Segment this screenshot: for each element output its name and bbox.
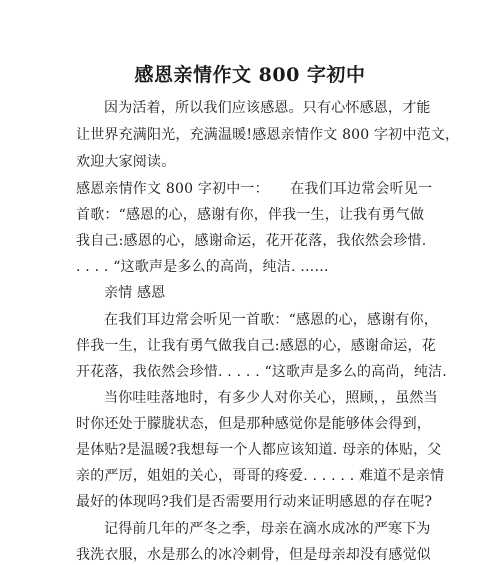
paragraph-line: 亲的严厉，姐姐的关心，哥哥的疼爱. . . . . . 难道不是亲情: [76, 468, 445, 484]
paragraph-line: 我洗衣服，水是那么的冰冷刺骨，但是母亲却没有感觉似: [76, 547, 431, 563]
paragraph-line: 时你还处于朦胧状态，但是那种感觉你是能够体会得到，: [76, 416, 431, 432]
paragraph-line: . . . . “这歌声是多么的高尚，纯洁. ……: [76, 259, 329, 275]
paragraph-line: 在我们耳边常会听见一首歌：“感恩的心，感谢有你，: [104, 312, 438, 328]
paragraph-line: 记得前几年的严冬之季，母亲在滴水成冰的严寒下为: [104, 521, 431, 537]
paragraph-line: 最好的体现吗?我们是否需要用行动来证明感恩的存在呢?: [76, 494, 433, 510]
paragraph-line: 是体贴?是温暖?我想每一个人都应该知道. 母亲的体贴，父: [76, 442, 442, 458]
document-title: 感恩亲情作文 800 字初中: [134, 64, 366, 86]
paragraph-line: 亲情 感恩: [104, 285, 166, 301]
paragraph-line: 开花落，我依然会珍惜. . . . . “这歌声是多么的高尚，纯洁.: [76, 364, 447, 380]
paragraph-line: 让世界充满阳光，充满温暖!感恩亲情作文 800 字初中范文，: [76, 127, 460, 143]
paragraph-line: 欢迎大家阅读。: [76, 154, 176, 170]
paragraph-line: 当你哇哇落地时，有多少人对你关心，照顾，，虽然当: [104, 390, 438, 406]
paragraph-line: 首歌：“感恩的心，感谢有你，伴我一生，让我有勇气做: [76, 207, 425, 223]
paragraph-line: 我自己:感恩的心，感谢命运，花开花落，我依然会珍惜.: [76, 233, 427, 249]
paragraph-line: 伴我一生，让我有勇气做我自己:感恩的心，感谢命运，花: [76, 338, 436, 354]
paragraph-line: 因为活着，所以我们应该感恩。只有心怀感恩，才能: [104, 100, 431, 116]
paragraph-line: 感恩亲情作文 800 字初中一： 在我们耳边常会听见一: [76, 181, 433, 197]
